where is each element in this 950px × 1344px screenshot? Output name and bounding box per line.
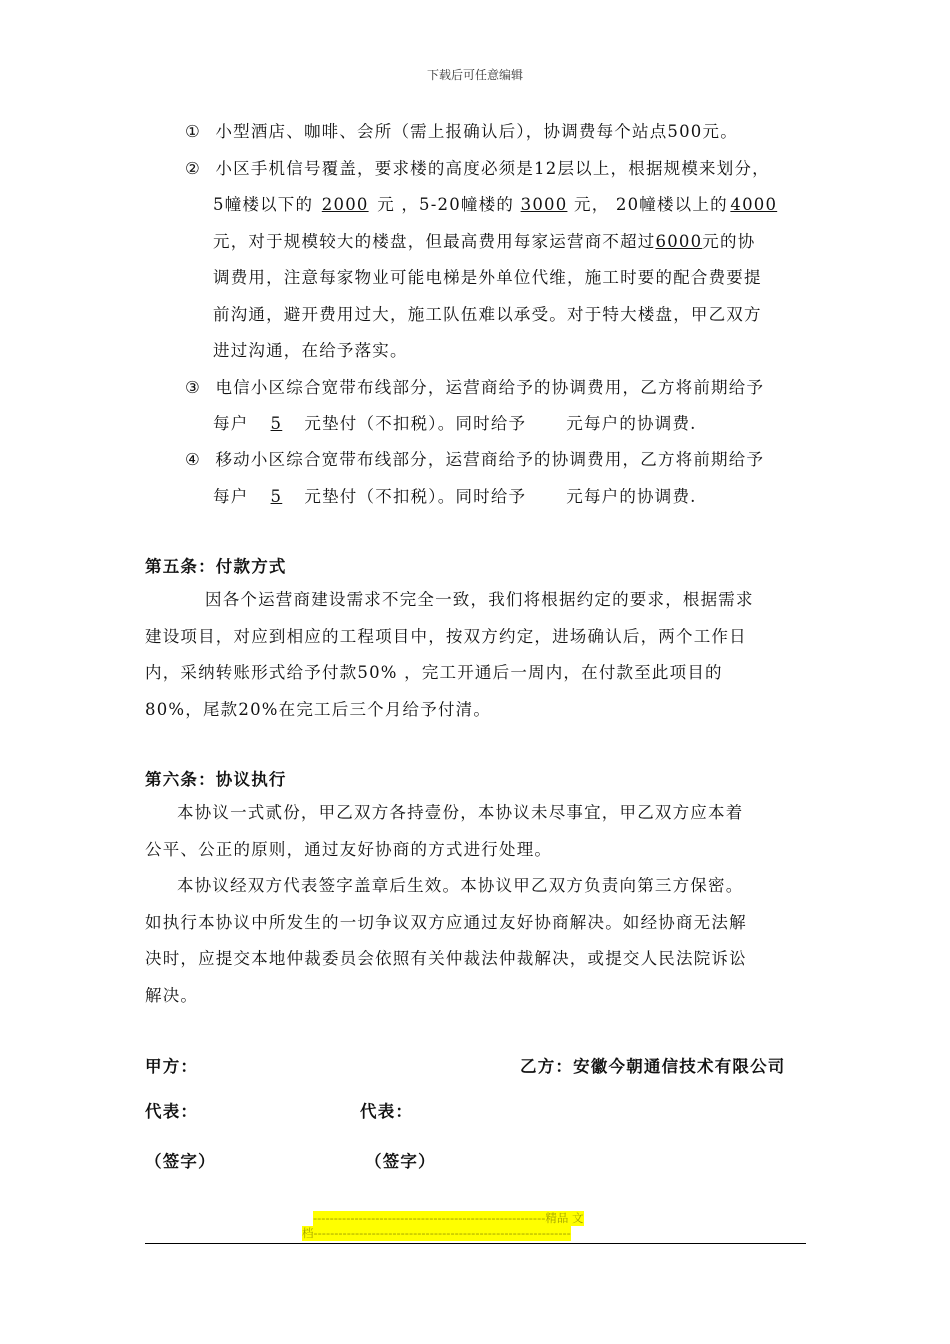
item-1 [185, 118, 738, 142]
text-segment: 元垫付（不扣税）。同时给予 [304, 487, 527, 506]
footer-watermark-line-2: 档-------------------------------------------------------------- [302, 1226, 571, 1240]
page-header: 下载后可任意编辑 [426, 68, 523, 82]
text-segment: 元，对于规模较大的楼盘，但最高费用每家运营商不超过 [213, 232, 656, 251]
text-segment: 元每户的协调费. [566, 487, 697, 506]
party-a-rep: 代表： [145, 1102, 199, 1121]
fill-value: 4000 [730, 195, 778, 214]
fill-value: 3000 [520, 195, 568, 214]
party-a-label: 甲方： [145, 1057, 199, 1076]
item-number: ④ [185, 450, 201, 469]
section-5-title: 第五条：付款方式 [145, 557, 287, 576]
section-6-line-5: 决时，应提交本地仲裁委员会依照有关仲裁法仲裁解决，或提交人民法院诉讼 [145, 949, 747, 968]
fill-value: 5 [270, 487, 283, 506]
text-segment: 元， 20幢楼以上的 [574, 195, 728, 214]
item-text: 小区手机信号覆盖，要求楼的高度必须是12层以上，根据规模来划分， [215, 159, 770, 178]
text-segment: 元垫付（不扣税）。同时给予 [304, 414, 527, 433]
item-2-line-2 [213, 191, 780, 215]
party-b-sign: （签字） [365, 1152, 436, 1171]
item-text: 移动小区综合宽带布线部分，运营商给予的协调费用，乙方将前期给予 [215, 450, 765, 469]
item-3-line-2 [213, 410, 697, 434]
section-6-line-3: 本协议经双方代表签字盖章后生效。本协议甲乙双方负责向第三方保密。 [177, 876, 744, 895]
item-2 [185, 155, 770, 179]
fill-value: 6000 [655, 232, 703, 251]
item-4-line-2 [213, 483, 697, 507]
section-6-line-4: 如执行本协议中所发生的一切争议双方应通过友好协商解决。如经协商无法解 [145, 913, 747, 932]
item-number: ② [185, 159, 201, 178]
text-segment: 元的协 [702, 232, 756, 251]
party-b-label: 乙方：安徽今朝通信技术有限公司 [520, 1057, 786, 1076]
fill-blank [526, 414, 566, 433]
item-4 [185, 446, 764, 470]
item-2-line-6: 进过沟通，在给予落实。 [213, 341, 408, 360]
fill-blank [526, 487, 566, 506]
text-segment: 元 ，5-20幢楼的 [377, 195, 515, 214]
item-2-line-4: 调费用，注意每家物业可能电梯是外单位代维，施工时要的配合费要提 [213, 268, 762, 287]
item-3 [185, 374, 764, 398]
item-text: 小型酒店、咖啡、会所（需上报确认后），协调费每个站点500元。 [215, 122, 738, 141]
section-5-line-3: 内，采纳转账形式给予付款50% ，完工开通后一周内，在付款至此项目的 [145, 663, 723, 682]
fill-value: 2000 [321, 195, 369, 214]
section-5-line-4: 80%，尾款20%在完工后三个月给予付清。 [145, 700, 492, 719]
fill-value: 5 [270, 414, 283, 433]
footer-divider [145, 1243, 806, 1244]
item-text: 电信小区综合宽带布线部分，运营商给予的协调费用，乙方将前期给予 [215, 378, 765, 397]
party-b-rep: 代表： [360, 1102, 414, 1121]
text-segment: 元每户的协调费. [566, 414, 697, 433]
item-number: ③ [185, 378, 201, 397]
text-segment: 每户 [213, 487, 249, 506]
section-6-title: 第六条：协议执行 [145, 770, 287, 789]
section-5-line-1: 因各个运营商建设需求不完全一致，我们将根据约定的要求，根据需求 [205, 590, 754, 609]
section-6-line-1: 本协议一式贰份，甲乙双方各持壹份，本协议未尽事宜，甲乙双方应本着 [177, 803, 744, 822]
item-2-line-3 [213, 228, 755, 252]
text-segment: 每户 [213, 414, 249, 433]
item-number: ① [185, 122, 201, 141]
text-segment: 5幢楼以下的 [213, 195, 314, 214]
party-a-sign: （签字） [145, 1152, 216, 1171]
section-5-line-2: 建设项目，对应到相应的工程项目中，按双方约定，进场确认后，两个工作日 [145, 627, 747, 646]
section-6-line-2: 公平、公正的原则，通过友好协商的方式进行处理。 [145, 840, 553, 859]
footer-watermark-line-1: --------------------------------------------------------精品 文 [313, 1211, 584, 1225]
section-6-line-6: 解决。 [145, 986, 199, 1005]
item-2-line-5: 前沟通，避开费用过大，施工队伍难以承受。对于特大楼盘，甲乙双方 [213, 305, 762, 324]
